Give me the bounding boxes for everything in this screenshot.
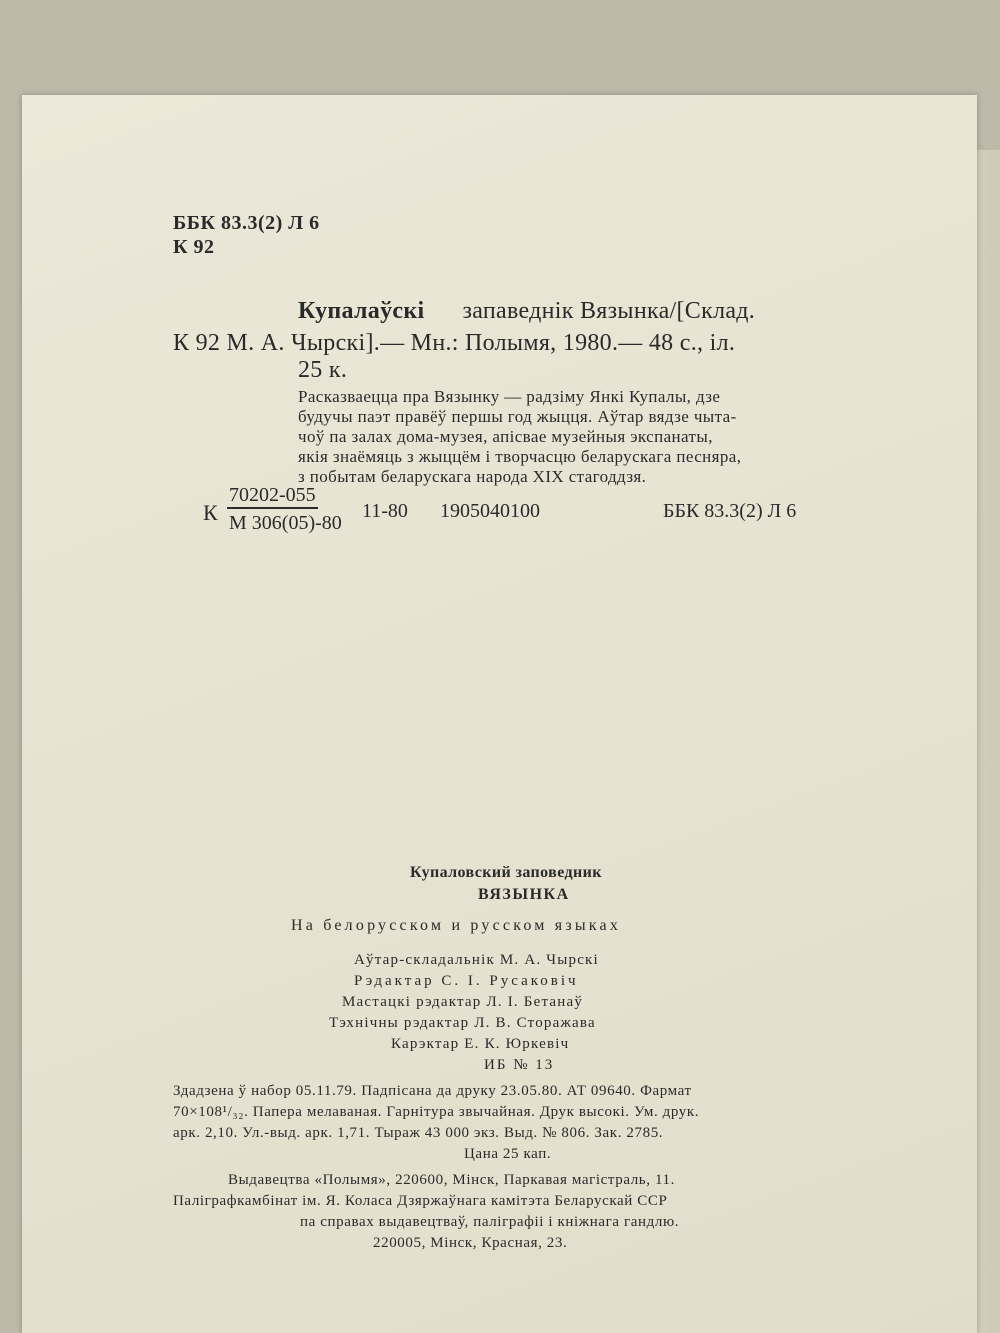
index-code: 1905040100 <box>440 500 540 522</box>
index-denominator: М 306(05)-80 <box>229 512 342 534</box>
index-suffix: 11-80 <box>362 500 408 522</box>
publisher-line-4: 220005, Мінск, Красная, 23. <box>373 1235 568 1251</box>
bbk-code: ББК 83.3(2) Л 6 <box>173 212 320 234</box>
credit-editor: Рэдактар С. І. Русаковіч <box>354 973 579 989</box>
index-numerator: 70202-055 <box>227 484 318 509</box>
annotation-line-4: якія знаёмяць з жыццём і творчасцю беларускага песняра, <box>298 447 742 466</box>
publisher-line-1: Выдавецтва «Полымя», 220600, Мінск, Паркавая магістраль, 11. <box>228 1172 675 1188</box>
imprint-title-ru: Купаловский заповедник <box>410 864 602 881</box>
annotation-line-2: будучы паэт правёў першы год жыцця. Аўтар вядзе чыта- <box>298 407 737 426</box>
entry-title-line <box>298 298 755 325</box>
imprint-ib-number: ИБ № 13 <box>484 1057 555 1073</box>
credit-art-editor: Мастацкі рэдактар Л. І. Бетанаў <box>342 994 584 1010</box>
tech-line-3: арк. 2,10. Ул.-выд. арк. 1,71. Тыраж 43 000 экз. Выд. № 806. Зак. 2785. <box>173 1125 664 1141</box>
entry-title-rest: запаведнік Вязынка/[Склад. <box>462 298 756 324</box>
annotation-line-1: Расказваецца пра Вязынку — радзіму Янкі Купалы, дзе <box>298 387 721 406</box>
imprint-title-main: ВЯЗЫНКА <box>478 886 570 903</box>
publisher-line-2: Паліграфкамбінат ім. Я. Коласа Дзяржаўнага камітэта Беларускай ССР <box>173 1193 668 1209</box>
author-mark: К 92 <box>173 236 215 258</box>
annotation-line-3: чоў па залах дома-музея, апісвае музейныя экспанаты, <box>298 427 713 446</box>
credit-tech-editor: Тэхнічны рэдактар Л. В. Сторажава <box>329 1015 596 1031</box>
credit-proofreader: Карэктар Е. К. Юркевіч <box>391 1036 570 1052</box>
tech-line-4: Цана 25 кап. <box>464 1146 552 1162</box>
entry-price: 25 к. <box>298 357 348 383</box>
index-letter: К <box>203 500 218 525</box>
credit-compiler: Аўтар-складальнік М. А. Чырскі <box>354 952 599 968</box>
bbk-repeat: ББК 83.3(2) Л 6 <box>663 500 797 522</box>
entry-title-author: Купалаўскі <box>298 298 425 324</box>
imprint-languages: На белорусском и русском языках <box>291 917 622 934</box>
annotation-line-5: з побытам беларускага народа XIX стагоддзя. <box>298 467 647 486</box>
tech-line-1: Здадзена ў набор 05.11.79. Падпісана да друку 23.05.80. АТ 09640. Фармат <box>173 1083 692 1099</box>
publisher-line-3: па справах выдавецтваў, паліграфіі і кніжнага гандлю. <box>300 1214 680 1230</box>
entry-publication-line: К 92 М. А. Чырскі].— Мн.: Полымя, 1980.— 48 с., іл. <box>173 330 736 356</box>
tech-line-2: 70×108¹/₃₂. Папера мелаваная. Гарнітура звычайная. Друк высокі. Ум. друк. <box>173 1104 700 1120</box>
